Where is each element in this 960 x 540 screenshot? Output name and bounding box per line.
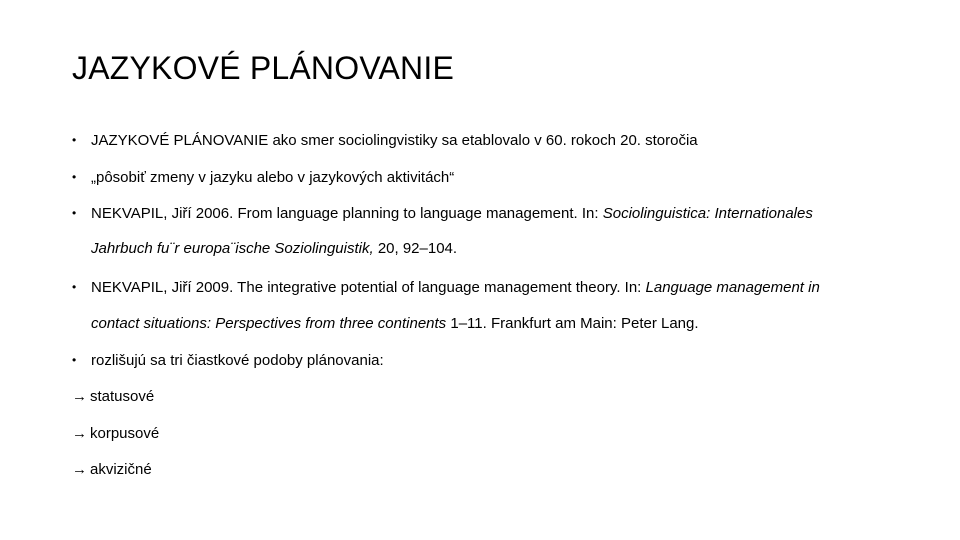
citation-source-italic: contact situations: Perspectives from three continents [91,315,447,332]
bullet-text: rozlišujú sa tri čiastkové podoby plánovania: [91,352,384,369]
citation-pages: 1–11. Frankfurt am Main: Peter Lang. [446,315,699,332]
bullet-item-4 [72,277,820,298]
citation-text: NEKVAPIL, Jiří 2006. From language planning to language management. In: [91,205,603,222]
arrow-right-icon: → [72,461,87,478]
bullet-text: „pôsobiť zmeny v jazyku alebo v jazykových aktivitách“ [91,169,455,186]
subtype-label: statusové [90,388,155,405]
bullet-icon: • [72,170,77,184]
citation-source-italic: Jahrbuch fu¨r europa¨ische Soziolinguistik, [91,240,374,257]
arrow-right-icon: → [72,388,87,405]
bullet-item-3 [72,203,813,224]
bullet-item-2 [72,167,454,188]
subtype-item-1 [72,387,154,407]
subtype-item-2 [72,424,159,444]
bullet-icon: • [72,280,77,294]
arrow-right-icon: → [72,425,87,442]
bullet-item-3-continuation [91,239,457,259]
bullet-icon: • [72,133,77,147]
subtype-label: akvizičné [90,461,152,478]
slide-title: JAZYKOVÉ PLÁNOVANIE [72,50,454,86]
citation-source-italic: Language management in [645,279,820,296]
citation-source-italic: Sociolinguistica: Internationales [602,205,813,222]
citation-text: NEKVAPIL, Jiří 2009. The integrative potential of language management theory. In: [91,279,646,296]
bullet-item-5 [72,350,384,371]
bullet-item-4-continuation [91,314,699,334]
bullet-item-1 [72,130,698,151]
subtype-label: korpusové [90,425,160,442]
subtype-item-3 [72,460,152,480]
bullet-text: JAZYKOVÉ PLÁNOVANIE ako smer sociolingvistiky sa etablovalo v 60. rokoch 20. storočia [91,132,698,149]
citation-pages: 20, 92–104. [373,240,458,257]
bullet-icon: • [72,206,77,220]
bullet-icon: • [72,353,77,367]
